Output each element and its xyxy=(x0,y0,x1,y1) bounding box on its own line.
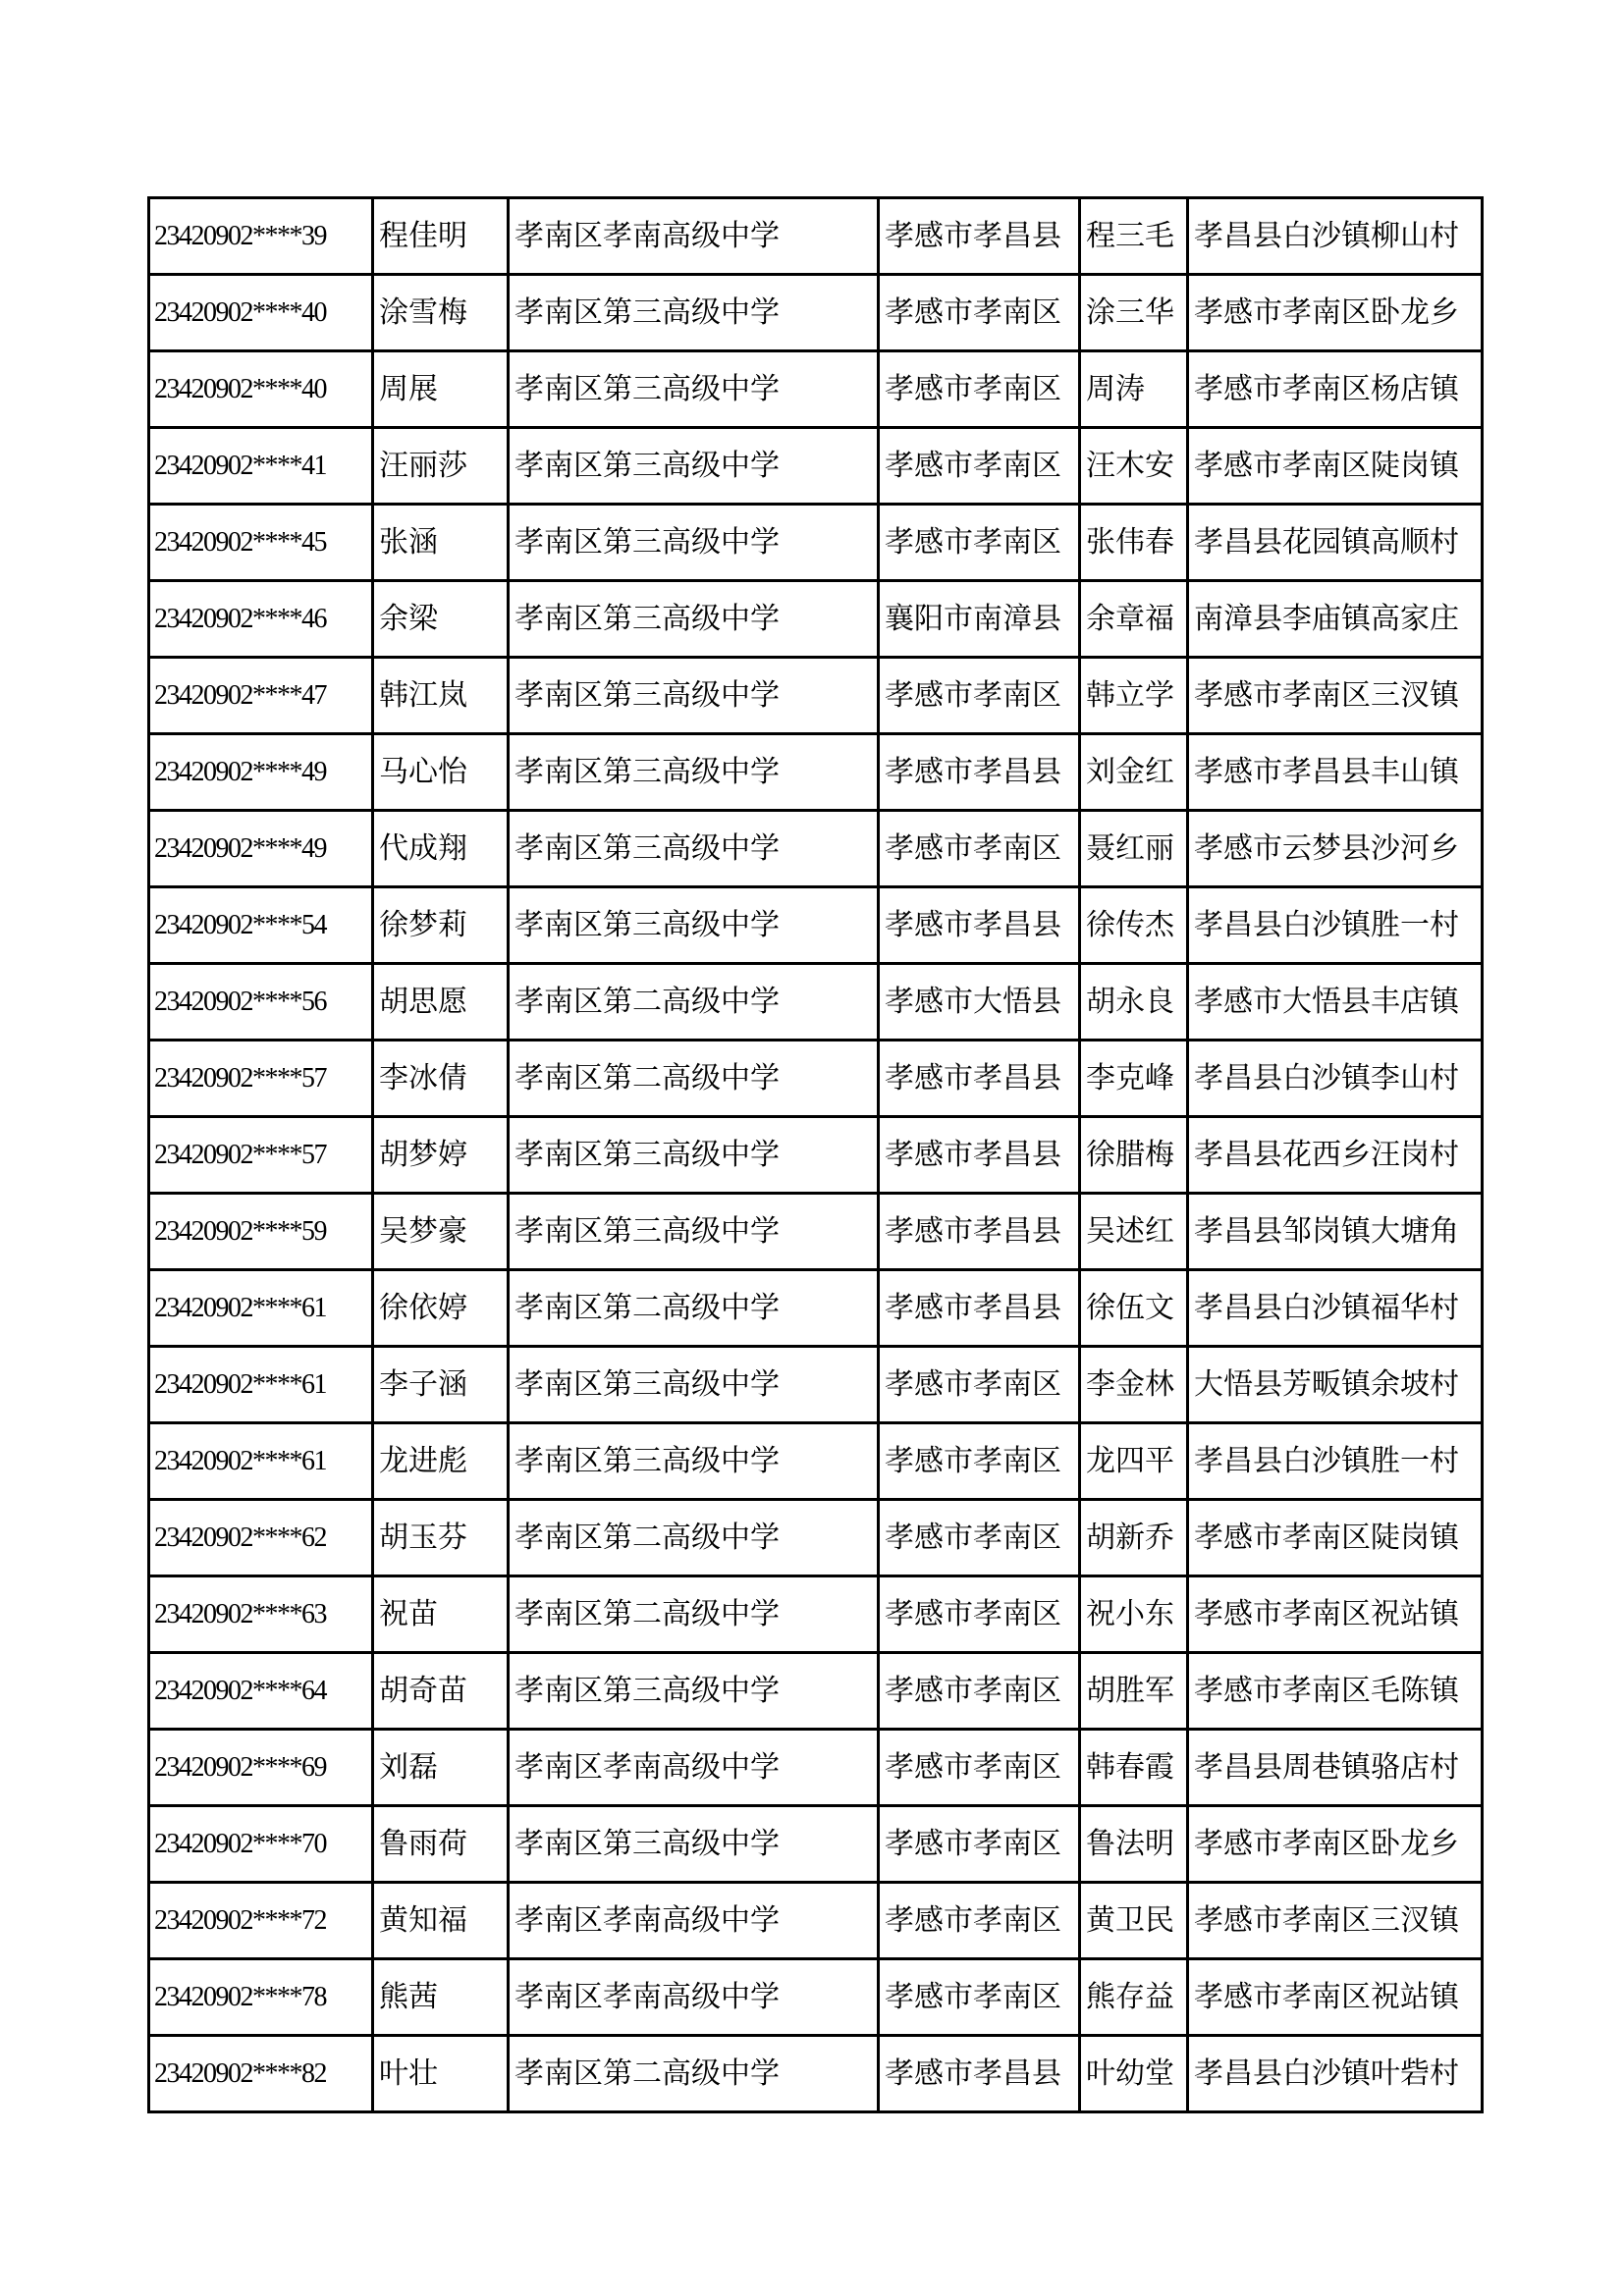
student-name-cell: 胡梦婷 xyxy=(373,1117,509,1194)
guardian-name-cell: 涂三华 xyxy=(1080,275,1188,351)
guardian-name-cell: 徐腊梅 xyxy=(1080,1117,1188,1194)
guardian-name-cell: 汪木安 xyxy=(1080,428,1188,505)
household-region-cell: 孝感市孝昌县 xyxy=(879,198,1080,275)
household-region-cell: 孝感市孝南区 xyxy=(879,1806,1080,1883)
student-name-cell: 李冰倩 xyxy=(373,1041,509,1117)
household-region-cell: 孝感市孝南区 xyxy=(879,1730,1080,1806)
household-region-cell: 孝感市孝南区 xyxy=(879,1423,1080,1500)
school-cell: 孝南区孝南高级中学 xyxy=(509,1730,879,1806)
guardian-name-cell: 张伟春 xyxy=(1080,505,1188,581)
guardian-name-cell: 周涛 xyxy=(1080,351,1188,428)
table-row xyxy=(149,1270,1483,1347)
table-row xyxy=(149,1041,1483,1117)
exam-id-cell: 23420902****57 xyxy=(149,1117,373,1194)
household-region-cell: 孝感市孝昌县 xyxy=(879,887,1080,964)
exam-id-cell: 23420902****61 xyxy=(149,1270,373,1347)
school-cell: 孝南区孝南高级中学 xyxy=(509,1883,879,1959)
table-row xyxy=(149,1959,1483,2036)
household-region-cell: 孝感市孝南区 xyxy=(879,1883,1080,1959)
household-region-cell: 孝感市孝南区 xyxy=(879,1959,1080,2036)
household-region-cell: 孝感市孝南区 xyxy=(879,351,1080,428)
household-region-cell: 孝感市孝南区 xyxy=(879,1500,1080,1576)
student-name-cell: 徐梦莉 xyxy=(373,887,509,964)
exam-id-cell: 23420902****49 xyxy=(149,734,373,811)
exam-id-cell: 23420902****62 xyxy=(149,1500,373,1576)
exam-id-cell: 23420902****78 xyxy=(149,1959,373,2036)
address-cell: 孝感市孝昌县丰山镇 xyxy=(1188,734,1483,811)
address-cell: 孝昌县邹岗镇大塘角 xyxy=(1188,1194,1483,1270)
school-cell: 孝南区第三高级中学 xyxy=(509,275,879,351)
table-row xyxy=(149,198,1483,275)
guardian-name-cell: 余章福 xyxy=(1080,581,1188,658)
guardian-name-cell: 胡新乔 xyxy=(1080,1500,1188,1576)
household-region-cell: 孝感市大悟县 xyxy=(879,964,1080,1041)
student-name-cell: 祝苗 xyxy=(373,1576,509,1653)
table-row xyxy=(149,964,1483,1041)
school-cell: 孝南区孝南高级中学 xyxy=(509,1959,879,2036)
school-cell: 孝南区第三高级中学 xyxy=(509,1347,879,1423)
school-cell: 孝南区第三高级中学 xyxy=(509,581,879,658)
student-name-cell: 胡思愿 xyxy=(373,964,509,1041)
address-cell: 孝感市大悟县丰店镇 xyxy=(1188,964,1483,1041)
exam-id-cell: 23420902****46 xyxy=(149,581,373,658)
school-cell: 孝南区第三高级中学 xyxy=(509,505,879,581)
household-region-cell: 孝感市孝南区 xyxy=(879,275,1080,351)
school-cell: 孝南区第三高级中学 xyxy=(509,734,879,811)
guardian-name-cell: 徐传杰 xyxy=(1080,887,1188,964)
table-row xyxy=(149,275,1483,351)
household-region-cell: 孝感市孝昌县 xyxy=(879,734,1080,811)
exam-id-cell: 23420902****64 xyxy=(149,1653,373,1730)
household-region-cell: 孝感市孝南区 xyxy=(879,1653,1080,1730)
exam-id-cell: 23420902****47 xyxy=(149,658,373,734)
table-row xyxy=(149,1500,1483,1576)
guardian-name-cell: 叶幼堂 xyxy=(1080,2036,1188,2112)
school-cell: 孝南区第三高级中学 xyxy=(509,1423,879,1500)
address-cell: 孝昌县白沙镇胜一村 xyxy=(1188,1423,1483,1500)
address-cell: 孝昌县白沙镇叶砦村 xyxy=(1188,2036,1483,2112)
table-row xyxy=(149,351,1483,428)
school-cell: 孝南区第三高级中学 xyxy=(509,811,879,887)
guardian-name-cell: 祝小东 xyxy=(1080,1576,1188,1653)
student-name-cell: 余梁 xyxy=(373,581,509,658)
student-name-cell: 刘磊 xyxy=(373,1730,509,1806)
household-region-cell: 孝感市孝南区 xyxy=(879,505,1080,581)
guardian-name-cell: 程三毛 xyxy=(1080,198,1188,275)
school-cell: 孝南区第二高级中学 xyxy=(509,2036,879,2112)
school-cell: 孝南区第二高级中学 xyxy=(509,964,879,1041)
address-cell: 孝昌县白沙镇胜一村 xyxy=(1188,887,1483,964)
table-row xyxy=(149,658,1483,734)
exam-id-cell: 23420902****69 xyxy=(149,1730,373,1806)
student-name-cell: 马心怡 xyxy=(373,734,509,811)
address-cell: 孝昌县白沙镇柳山村 xyxy=(1188,198,1483,275)
guardian-name-cell: 韩春霞 xyxy=(1080,1730,1188,1806)
address-cell: 孝感市孝南区毛陈镇 xyxy=(1188,1653,1483,1730)
household-region-cell: 孝感市孝南区 xyxy=(879,1347,1080,1423)
guardian-name-cell: 韩立学 xyxy=(1080,658,1188,734)
table-row xyxy=(149,1194,1483,1270)
household-region-cell: 孝感市孝南区 xyxy=(879,1576,1080,1653)
school-cell: 孝南区第二高级中学 xyxy=(509,1576,879,1653)
address-cell: 南漳县李庙镇高家庄 xyxy=(1188,581,1483,658)
guardian-name-cell: 徐伍文 xyxy=(1080,1270,1188,1347)
table-body xyxy=(149,198,1483,2112)
address-cell: 孝感市孝南区祝站镇 xyxy=(1188,1959,1483,2036)
exam-id-cell: 23420902****61 xyxy=(149,1423,373,1500)
table-row xyxy=(149,1423,1483,1500)
school-cell: 孝南区第三高级中学 xyxy=(509,351,879,428)
exam-id-cell: 23420902****39 xyxy=(149,198,373,275)
address-cell: 孝感市孝南区卧龙乡 xyxy=(1188,275,1483,351)
household-region-cell: 孝感市孝南区 xyxy=(879,658,1080,734)
exam-id-cell: 23420902****40 xyxy=(149,351,373,428)
table-row xyxy=(149,581,1483,658)
address-cell: 孝昌县白沙镇李山村 xyxy=(1188,1041,1483,1117)
guardian-name-cell: 胡永良 xyxy=(1080,964,1188,1041)
student-name-cell: 黄知福 xyxy=(373,1883,509,1959)
school-cell: 孝南区第三高级中学 xyxy=(509,887,879,964)
table-row xyxy=(149,811,1483,887)
table-row xyxy=(149,887,1483,964)
student-name-cell: 鲁雨荷 xyxy=(373,1806,509,1883)
student-name-cell: 周展 xyxy=(373,351,509,428)
address-cell: 孝昌县白沙镇福华村 xyxy=(1188,1270,1483,1347)
address-cell: 孝昌县花园镇高顺村 xyxy=(1188,505,1483,581)
address-cell: 孝感市孝南区三汊镇 xyxy=(1188,1883,1483,1959)
exam-id-cell: 23420902****72 xyxy=(149,1883,373,1959)
address-cell: 孝感市孝南区陡岗镇 xyxy=(1188,1500,1483,1576)
household-region-cell: 孝感市孝昌县 xyxy=(879,1117,1080,1194)
exam-id-cell: 23420902****82 xyxy=(149,2036,373,2112)
address-cell: 大悟县芳畈镇余坡村 xyxy=(1188,1347,1483,1423)
school-cell: 孝南区第三高级中学 xyxy=(509,1117,879,1194)
household-region-cell: 孝感市孝南区 xyxy=(879,428,1080,505)
table-row xyxy=(149,428,1483,505)
exam-id-cell: 23420902****57 xyxy=(149,1041,373,1117)
address-cell: 孝感市孝南区祝站镇 xyxy=(1188,1576,1483,1653)
student-name-cell: 龙进彪 xyxy=(373,1423,509,1500)
school-cell: 孝南区第二高级中学 xyxy=(509,1500,879,1576)
school-cell: 孝南区第三高级中学 xyxy=(509,658,879,734)
student-name-cell: 熊茜 xyxy=(373,1959,509,2036)
exam-id-cell: 23420902****41 xyxy=(149,428,373,505)
student-name-cell: 汪丽莎 xyxy=(373,428,509,505)
exam-id-cell: 23420902****45 xyxy=(149,505,373,581)
address-cell: 孝感市孝南区三汊镇 xyxy=(1188,658,1483,734)
student-name-cell: 涂雪梅 xyxy=(373,275,509,351)
student-name-cell: 代成翔 xyxy=(373,811,509,887)
household-region-cell: 孝感市孝昌县 xyxy=(879,2036,1080,2112)
guardian-name-cell: 刘金红 xyxy=(1080,734,1188,811)
exam-id-cell: 23420902****40 xyxy=(149,275,373,351)
household-region-cell: 孝感市孝昌县 xyxy=(879,1041,1080,1117)
guardian-name-cell: 吴述红 xyxy=(1080,1194,1188,1270)
address-cell: 孝昌县花西乡汪岗村 xyxy=(1188,1117,1483,1194)
exam-id-cell: 23420902****54 xyxy=(149,887,373,964)
student-name-cell: 韩江岚 xyxy=(373,658,509,734)
table-row xyxy=(149,1806,1483,1883)
school-cell: 孝南区第二高级中学 xyxy=(509,1041,879,1117)
table-row xyxy=(149,1730,1483,1806)
student-name-cell: 李子涵 xyxy=(373,1347,509,1423)
guardian-name-cell: 龙四平 xyxy=(1080,1423,1188,1500)
guardian-name-cell: 胡胜军 xyxy=(1080,1653,1188,1730)
household-region-cell: 孝感市孝南区 xyxy=(879,811,1080,887)
exam-id-cell: 23420902****61 xyxy=(149,1347,373,1423)
table-row xyxy=(149,734,1483,811)
school-cell: 孝南区第三高级中学 xyxy=(509,1653,879,1730)
table-row xyxy=(149,1883,1483,1959)
school-cell: 孝南区第三高级中学 xyxy=(509,428,879,505)
table-row xyxy=(149,2036,1483,2112)
address-cell: 孝感市云梦县沙河乡 xyxy=(1188,811,1483,887)
guardian-name-cell: 熊存益 xyxy=(1080,1959,1188,2036)
student-name-cell: 张涵 xyxy=(373,505,509,581)
guardian-name-cell: 聂红丽 xyxy=(1080,811,1188,887)
student-name-cell: 胡玉芬 xyxy=(373,1500,509,1576)
student-name-cell: 程佳明 xyxy=(373,198,509,275)
table-row xyxy=(149,1347,1483,1423)
table-row xyxy=(149,1576,1483,1653)
school-cell: 孝南区第二高级中学 xyxy=(509,1270,879,1347)
student-name-cell: 吴梦豪 xyxy=(373,1194,509,1270)
student-name-cell: 叶壮 xyxy=(373,2036,509,2112)
student-list-table xyxy=(147,196,1484,2113)
household-region-cell: 孝感市孝昌县 xyxy=(879,1270,1080,1347)
address-cell: 孝感市孝南区杨店镇 xyxy=(1188,351,1483,428)
exam-id-cell: 23420902****70 xyxy=(149,1806,373,1883)
guardian-name-cell: 李克峰 xyxy=(1080,1041,1188,1117)
exam-id-cell: 23420902****59 xyxy=(149,1194,373,1270)
exam-id-cell: 23420902****63 xyxy=(149,1576,373,1653)
table-row xyxy=(149,1117,1483,1194)
exam-id-cell: 23420902****56 xyxy=(149,964,373,1041)
exam-id-cell: 23420902****49 xyxy=(149,811,373,887)
guardian-name-cell: 黄卫民 xyxy=(1080,1883,1188,1959)
student-name-cell: 徐依婷 xyxy=(373,1270,509,1347)
household-region-cell: 孝感市孝昌县 xyxy=(879,1194,1080,1270)
table-row xyxy=(149,1653,1483,1730)
household-region-cell: 襄阳市南漳县 xyxy=(879,581,1080,658)
guardian-name-cell: 鲁法明 xyxy=(1080,1806,1188,1883)
school-cell: 孝南区第三高级中学 xyxy=(509,1806,879,1883)
table-row xyxy=(149,505,1483,581)
address-cell: 孝昌县周巷镇骆店村 xyxy=(1188,1730,1483,1806)
address-cell: 孝感市孝南区卧龙乡 xyxy=(1188,1806,1483,1883)
address-cell: 孝感市孝南区陡岗镇 xyxy=(1188,428,1483,505)
school-cell: 孝南区孝南高级中学 xyxy=(509,198,879,275)
guardian-name-cell: 李金林 xyxy=(1080,1347,1188,1423)
student-name-cell: 胡奇苗 xyxy=(373,1653,509,1730)
school-cell: 孝南区第三高级中学 xyxy=(509,1194,879,1270)
